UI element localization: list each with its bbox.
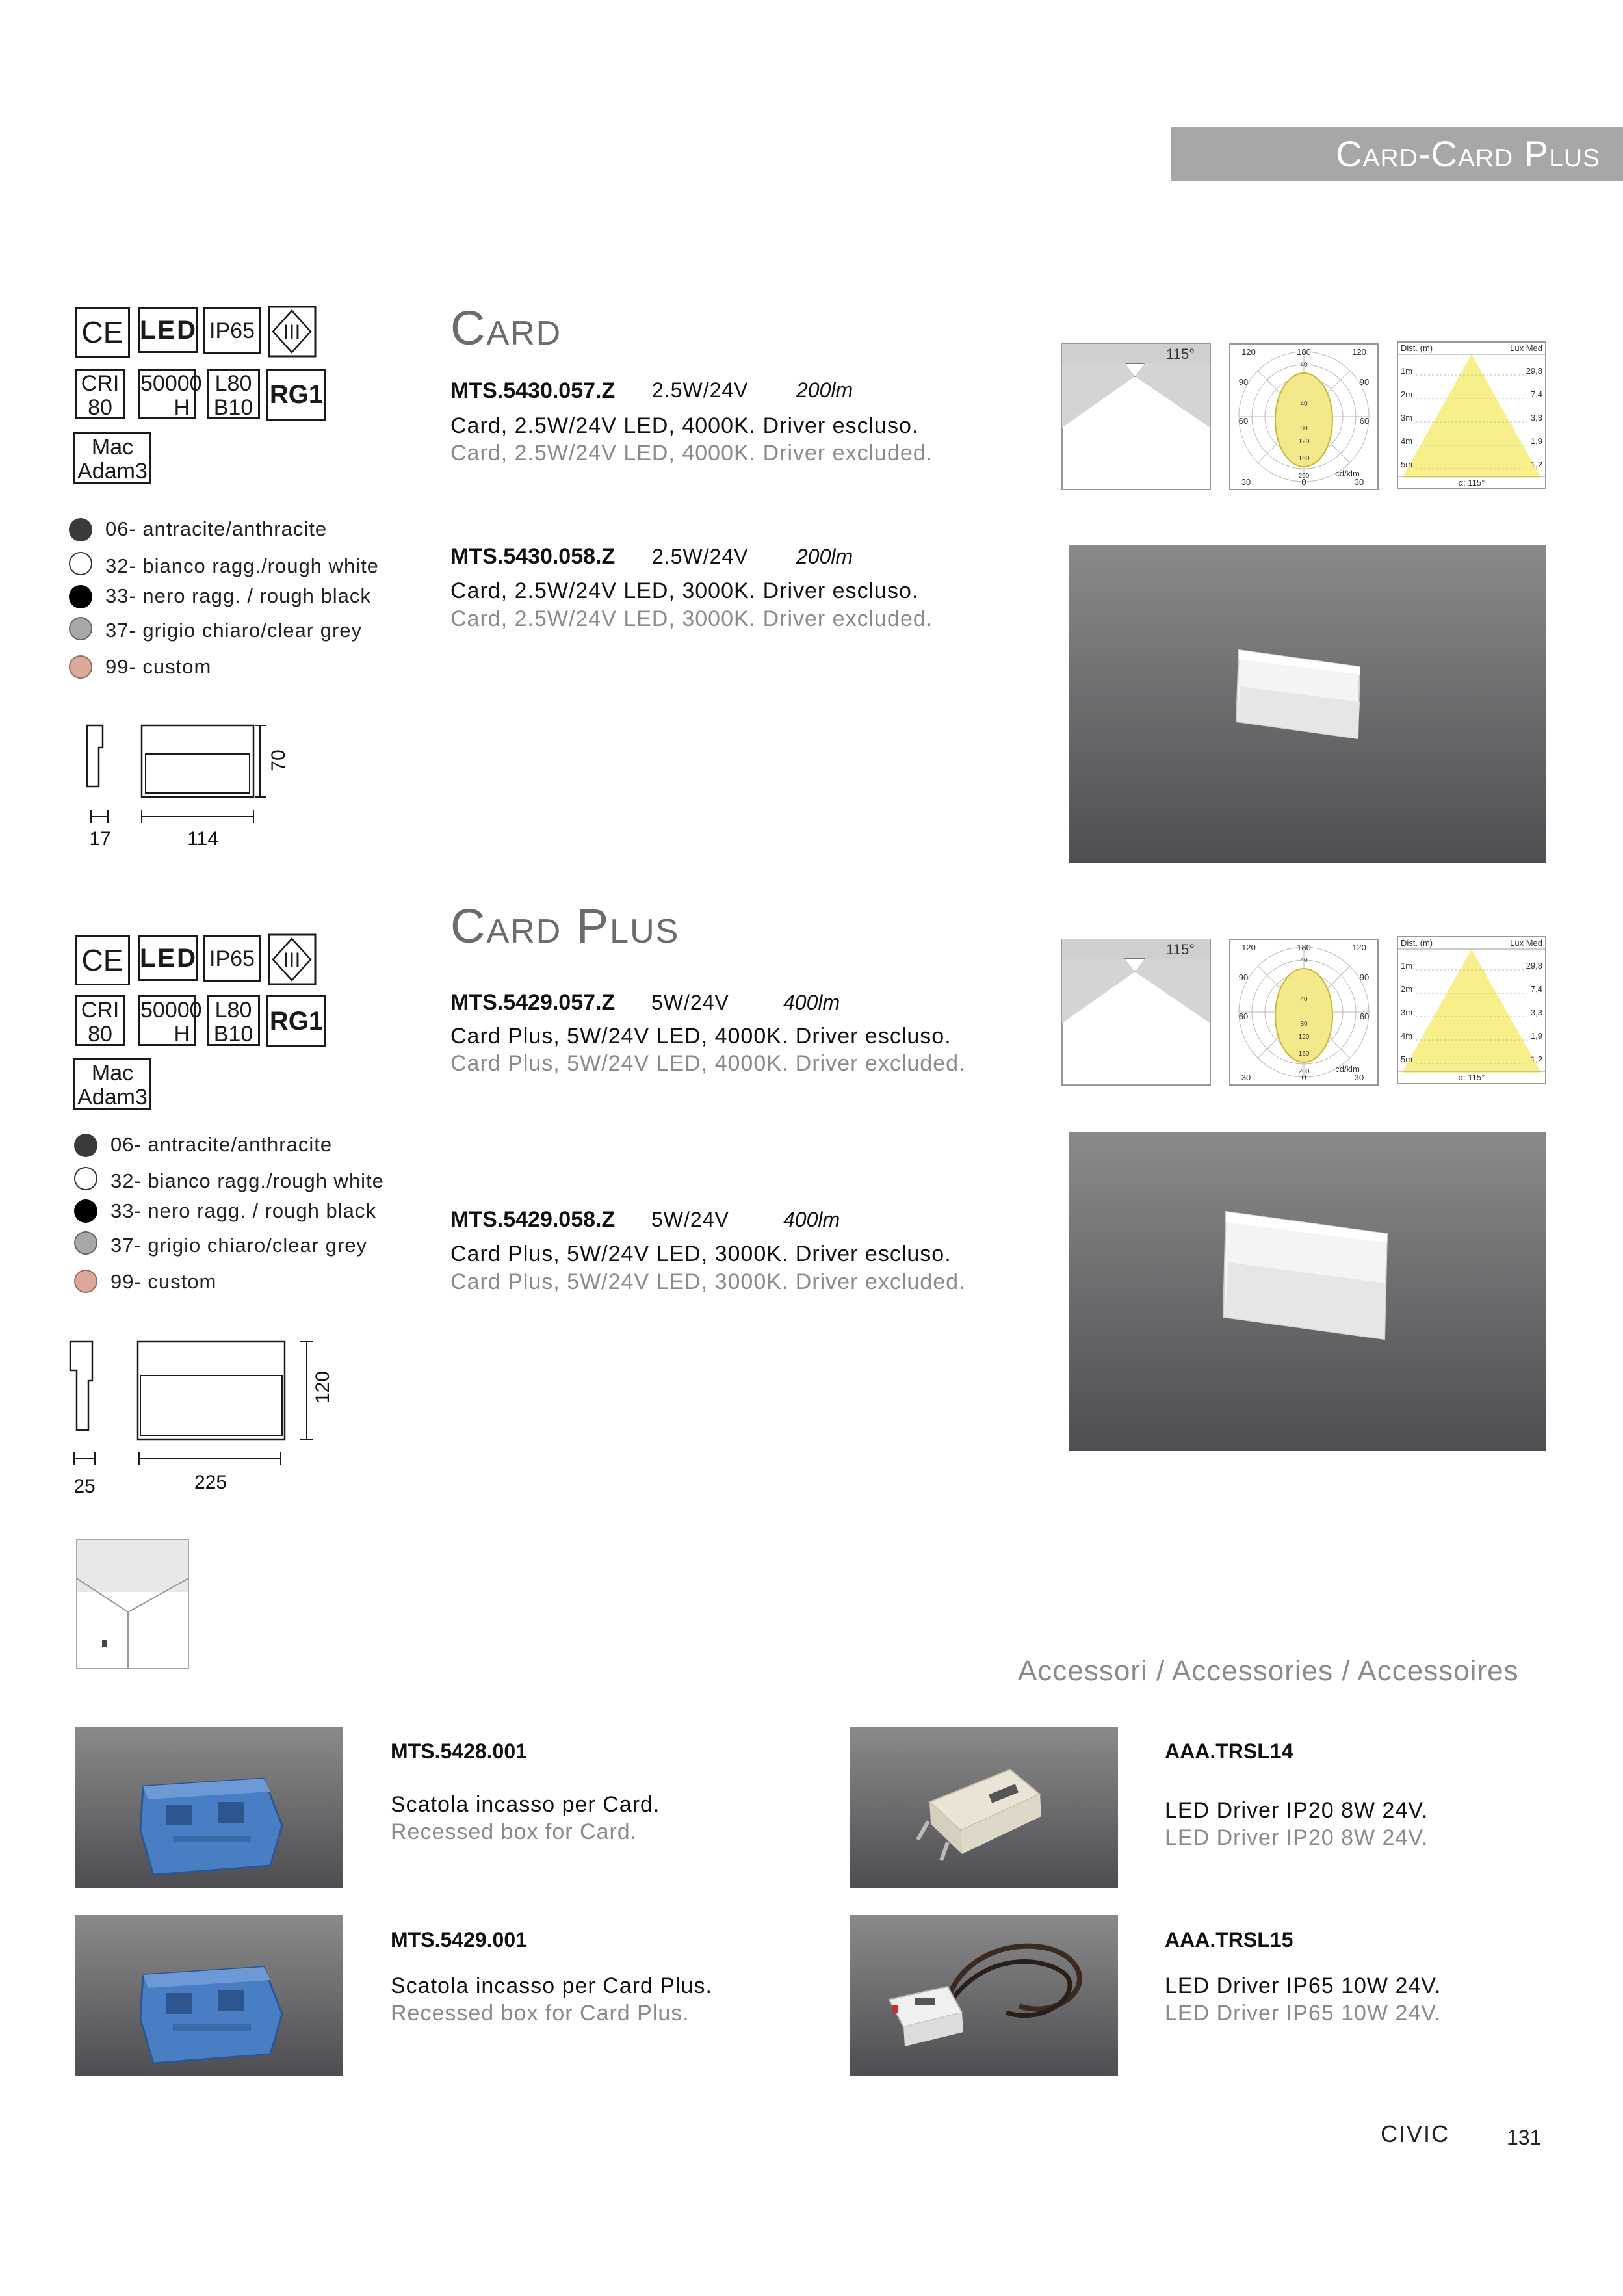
product-desc-it: Card, 2.5W/24V LED, 4000K. Driver escluso. <box>450 413 919 438</box>
svg-text:90: 90 <box>1359 377 1370 387</box>
color-label: 32- bianco ragg./rough white <box>105 554 379 577</box>
lifetime-box <box>138 995 202 1047</box>
product-desc-it: Card Plus, 5W/24V LED, 4000K. Driver escluso. <box>450 1024 952 1049</box>
svg-text:2m: 2m <box>1401 389 1413 399</box>
swatch-grey <box>74 1231 97 1255</box>
macadam-label: Mac <box>91 1061 134 1086</box>
svg-text:30: 30 <box>1354 1073 1364 1082</box>
svg-text:III: III <box>283 320 301 344</box>
dim-width: 225 <box>194 1472 227 1493</box>
svg-text:30: 30 <box>1241 1073 1251 1082</box>
svg-text:Dist. (m): Dist. (m) <box>1401 343 1433 353</box>
class-iii-icon <box>268 933 317 985</box>
page-number: 131 <box>1507 2126 1542 2149</box>
accessory-desc-en: Recessed box for Card. <box>391 1820 638 1844</box>
svg-text:60: 60 <box>1359 1011 1370 1021</box>
accessory-desc-it: LED Driver IP20 8W 24V. <box>1165 1798 1429 1823</box>
product-desc-en: Card, 2.5W/24V LED, 3000K. Driver excluded. <box>450 607 933 631</box>
svg-text:160: 160 <box>1298 1050 1310 1058</box>
lifetime-unit: H <box>174 395 190 421</box>
dimension-drawing <box>65 1333 338 1502</box>
product-lumen: 200lm <box>796 378 853 402</box>
b10-label: B10 <box>213 1022 253 1047</box>
l80-box <box>207 995 260 1046</box>
swatch-grey <box>69 617 92 640</box>
accessory-desc-en: LED Driver IP20 8W 24V. <box>1165 1825 1429 1850</box>
svg-text:0: 0 <box>1301 477 1306 487</box>
svg-text:3,3: 3,3 <box>1530 1008 1542 1017</box>
svg-text:180: 180 <box>1297 943 1311 952</box>
product-code: MTS.5429.057.Z <box>450 990 616 1015</box>
svg-text:200: 200 <box>1298 1068 1310 1075</box>
color-label: 06- antracite/anthracite <box>110 1133 333 1156</box>
svg-text:Lux Med: Lux Med <box>1510 343 1542 353</box>
macadam-value: Adam3 <box>77 459 148 484</box>
svg-text:7,4: 7,4 <box>1530 389 1542 399</box>
rg1-badge: RG1 <box>266 995 326 1047</box>
svg-text:90: 90 <box>1238 377 1249 387</box>
rg1-badge: RG1 <box>266 369 326 421</box>
svg-text:180: 180 <box>1297 347 1311 357</box>
svg-text:60: 60 <box>1238 416 1249 426</box>
color-label: 37- grigio chiaro/clear grey <box>105 619 363 642</box>
svg-text:160: 160 <box>1298 455 1310 462</box>
svg-text:80: 80 <box>1300 1021 1308 1028</box>
svg-text:cd/klm: cd/klm <box>1335 469 1360 478</box>
swatch-black <box>69 585 92 608</box>
svg-text:3m: 3m <box>1401 413 1413 423</box>
cri-label: CRI <box>81 998 120 1023</box>
svg-text:90: 90 <box>1359 972 1370 982</box>
svg-text:80: 80 <box>1300 425 1308 432</box>
polar-diagram <box>1229 939 1379 1086</box>
svg-text:200: 200 <box>1298 473 1310 480</box>
svg-text:α: 115°: α: 115° <box>1458 478 1485 488</box>
svg-text:60: 60 <box>1359 416 1370 426</box>
svg-text:1m: 1m <box>1401 366 1413 376</box>
accessories-title: Accessori / Accessories / Accessoires <box>1018 1655 1519 1687</box>
beam-angle: 115° <box>1166 941 1195 958</box>
led-badge: LED <box>138 935 198 981</box>
ce-mark-icon: CE <box>75 307 130 358</box>
product-power: 2.5W/24V <box>652 378 749 402</box>
product-lumen: 400lm <box>783 1208 840 1231</box>
svg-text:Lux Med: Lux Med <box>1510 938 1542 948</box>
cri-value: 80 <box>88 1022 112 1047</box>
product-desc-it: Card Plus, 5W/24V LED, 3000K. Driver escluso. <box>450 1242 952 1266</box>
l80-box <box>207 369 260 419</box>
accessory-desc-en: LED Driver IP65 10W 24V. <box>1165 2001 1442 2026</box>
svg-text:III: III <box>283 948 301 972</box>
svg-text:1,2: 1,2 <box>1530 1054 1542 1064</box>
svg-text:1m: 1m <box>1401 961 1413 971</box>
macadam-box <box>73 432 151 484</box>
beam-diagram <box>1061 343 1211 490</box>
macadam-box <box>73 1058 151 1110</box>
macadam-label: Mac <box>91 435 134 460</box>
product-power: 5W/24V <box>651 1208 729 1231</box>
svg-text:3,3: 3,3 <box>1530 413 1542 423</box>
accessory-desc-it: Scatola incasso per Card Plus. <box>391 1974 712 1998</box>
lifetime-box <box>138 369 202 421</box>
product-power: 5W/24V <box>651 991 729 1014</box>
product-lumen: 200lm <box>796 545 853 568</box>
beam-angle: 115° <box>1166 346 1195 362</box>
accessory-code: MTS.5429.001 <box>391 1928 527 1951</box>
svg-text:120: 120 <box>1298 1034 1310 1041</box>
svg-text:7,4: 7,4 <box>1530 984 1542 994</box>
accessory-code: MTS.5428.001 <box>391 1740 527 1763</box>
dim-width: 114 <box>187 828 218 850</box>
lifetime-unit: H <box>174 1022 190 1047</box>
color-label: 99- custom <box>110 1270 217 1293</box>
swatch-white <box>69 552 92 575</box>
color-label: 99- custom <box>105 655 212 678</box>
product-code: MTS.5429.058.Z <box>450 1207 616 1232</box>
brand-logo: CIVIC <box>1381 2120 1450 2147</box>
accessory-code: AAA.TRSL14 <box>1165 1740 1293 1763</box>
svg-text:1,9: 1,9 <box>1530 436 1542 446</box>
swatch-custom <box>74 1270 97 1293</box>
lux-table-diagram <box>1397 936 1546 1084</box>
accessory-photo <box>75 1915 343 2076</box>
cri-box <box>75 369 125 419</box>
product-lumen: 400lm <box>783 991 840 1014</box>
polar-diagram <box>1229 343 1379 490</box>
product-desc-en: Card, 2.5W/24V LED, 4000K. Driver excluded. <box>450 441 933 465</box>
ce-mark-icon: CE <box>75 935 130 985</box>
svg-text:4m: 4m <box>1401 436 1413 446</box>
swatch-black <box>74 1199 97 1223</box>
accessory-desc-it: Scatola incasso per Card. <box>391 1792 660 1817</box>
svg-text:29,8: 29,8 <box>1526 961 1542 971</box>
svg-text:60: 60 <box>1238 1011 1249 1021</box>
color-label: 33- nero ragg. / rough black <box>110 1199 376 1222</box>
color-label: 37- grigio chiaro/clear grey <box>110 1234 368 1257</box>
accessory-photo <box>850 1915 1118 2076</box>
svg-text:30: 30 <box>1354 477 1364 487</box>
dim-height: 120 <box>312 1370 333 1404</box>
dim-depth: 17 <box>89 828 111 850</box>
product-photo-card-plus <box>1069 1132 1546 1451</box>
svg-text:2m: 2m <box>1401 984 1413 994</box>
svg-text:40: 40 <box>1300 957 1308 964</box>
product-desc-en: Card Plus, 5W/24V LED, 3000K. Driver excluded. <box>450 1270 966 1294</box>
color-label: 33- nero ragg. / rough black <box>105 584 371 607</box>
svg-text:29,8: 29,8 <box>1526 366 1542 376</box>
lifetime-value: 50000 <box>140 998 202 1023</box>
accessory-photo <box>75 1727 343 1888</box>
svg-text:3m: 3m <box>1401 1008 1413 1017</box>
svg-text:1,9: 1,9 <box>1530 1031 1542 1041</box>
cri-label: CRI <box>81 371 120 396</box>
swatch-anthracite <box>69 518 92 541</box>
svg-text:120: 120 <box>1352 347 1366 357</box>
svg-text:cd/klm: cd/klm <box>1335 1064 1360 1074</box>
svg-text:90: 90 <box>1238 972 1249 982</box>
svg-text:5m: 5m <box>1401 460 1413 469</box>
svg-text:40: 40 <box>1300 996 1308 1003</box>
section-title-card: Card <box>450 301 562 355</box>
product-photo-card <box>1069 545 1546 863</box>
page-title: Card-Card Plus <box>1336 133 1600 174</box>
svg-text:4m: 4m <box>1401 1031 1413 1041</box>
accessory-desc-en: Recessed box for Card Plus. <box>391 2001 690 2026</box>
macadam-value: Adam3 <box>77 1085 148 1110</box>
color-label: 32- bianco ragg./rough white <box>110 1169 384 1192</box>
b10-label: B10 <box>213 395 253 421</box>
cri-value: 80 <box>88 395 112 421</box>
color-label: 06- antracite/anthracite <box>105 517 328 540</box>
svg-text:5m: 5m <box>1401 1054 1413 1064</box>
dim-depth: 25 <box>73 1476 96 1497</box>
product-power: 2.5W/24V <box>652 545 749 568</box>
section-title-card-plus: Card Plus <box>450 899 680 953</box>
swatch-custom <box>69 655 92 679</box>
product-code: MTS.5430.058.Z <box>450 544 616 569</box>
ip65-badge: IP65 <box>203 307 261 354</box>
l80-label: L80 <box>214 371 252 396</box>
product-code: MTS.5430.057.Z <box>450 378 616 403</box>
lifetime-value: 50000 <box>140 371 202 396</box>
ip65-badge: IP65 <box>203 935 261 982</box>
svg-text:Dist. (m): Dist. (m) <box>1401 938 1433 948</box>
svg-text:120: 120 <box>1352 943 1366 952</box>
lux-table-diagram <box>1397 341 1546 489</box>
svg-text:30: 30 <box>1241 477 1251 487</box>
swatch-white <box>74 1167 97 1190</box>
dimension-drawing <box>78 715 325 852</box>
accessory-desc-it: LED Driver IP65 10W 24V. <box>1165 1974 1442 1998</box>
beam-diagram <box>1061 939 1211 1086</box>
svg-text:40: 40 <box>1300 361 1308 369</box>
class-iii-icon <box>268 306 317 358</box>
product-desc-en: Card Plus, 5W/24V LED, 4000K. Driver excluded. <box>450 1051 966 1076</box>
installation-sketch <box>76 1539 189 1669</box>
svg-text:120: 120 <box>1298 438 1310 445</box>
swatch-anthracite <box>74 1134 97 1157</box>
svg-text:120: 120 <box>1241 943 1256 952</box>
led-badge: LED <box>138 307 198 353</box>
accessory-code: AAA.TRSL15 <box>1165 1928 1293 1951</box>
cri-box <box>75 995 125 1046</box>
accessory-photo <box>850 1727 1118 1888</box>
svg-text:0: 0 <box>1301 1073 1306 1082</box>
svg-text:120: 120 <box>1241 347 1256 357</box>
svg-text:40: 40 <box>1300 400 1308 408</box>
product-desc-it: Card, 2.5W/24V LED, 3000K. Driver escluso. <box>450 579 919 603</box>
l80-label: L80 <box>214 998 252 1023</box>
svg-text:α: 115°: α: 115° <box>1458 1073 1485 1082</box>
dim-height: 70 <box>268 750 289 772</box>
svg-text:1,2: 1,2 <box>1530 460 1542 469</box>
